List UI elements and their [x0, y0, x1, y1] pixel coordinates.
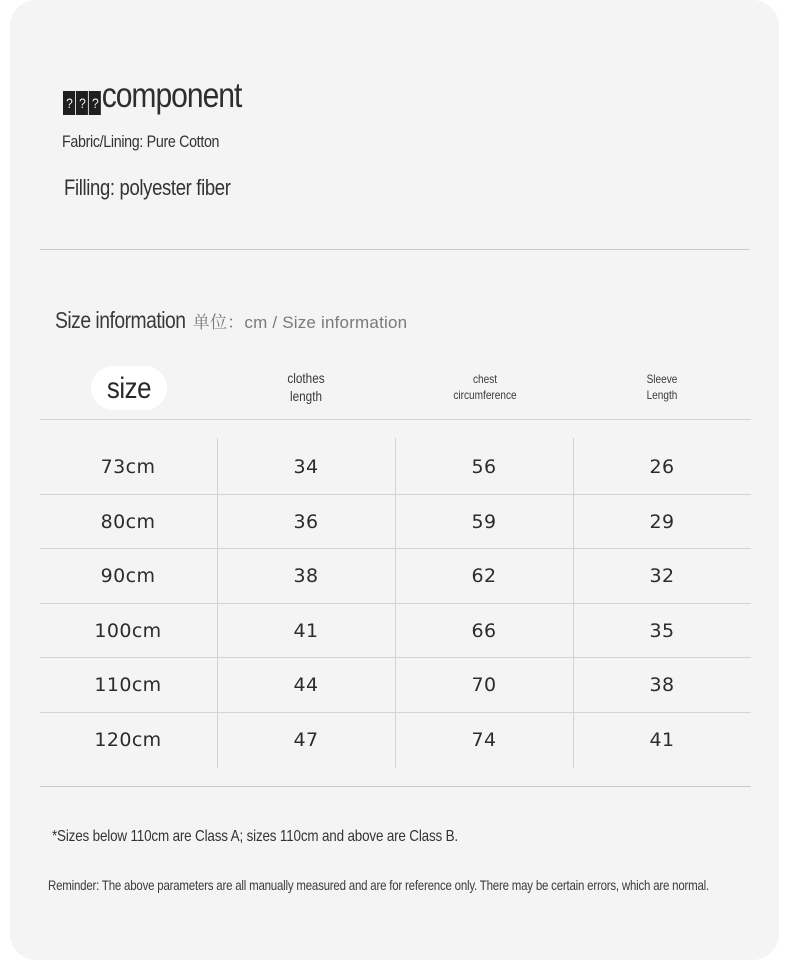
- sleeve-length-header: [587, 371, 737, 403]
- chest-header-line2: circumference: [453, 388, 517, 402]
- section-divider-top: [40, 249, 750, 250]
- fabric-lining-text: Fabric/Lining: Pure Cotton: [62, 132, 220, 151]
- composition-heading-word: component: [101, 76, 242, 115]
- size-cell: 80cm: [100, 511, 156, 533]
- reminder-note: Reminder: The above parameters are all manually measured and are for reference only. There may be certain errors, which are normal.: [48, 877, 710, 893]
- size-cell: 90cm: [100, 565, 156, 587]
- clothes-length-header-line2: length: [289, 388, 323, 404]
- chest-cell: 74: [471, 729, 497, 751]
- missing-glyph-1: ?: [63, 91, 75, 115]
- sleeve-cell: 29: [649, 511, 675, 533]
- size-cell: 120cm: [94, 729, 162, 751]
- clothes-length-cell: 44: [293, 674, 319, 696]
- chest-cell: 66: [471, 620, 497, 642]
- composition-heading: [63, 76, 241, 116]
- chest-cell: 62: [471, 565, 497, 587]
- clothes-length-header-line1: clothes: [287, 370, 325, 386]
- row-divider: [40, 603, 751, 604]
- product-info-card: [10, 0, 779, 960]
- size-cell: 110cm: [94, 674, 162, 696]
- clothes-length-cell: 36: [293, 511, 319, 533]
- chest-cell: 59: [471, 511, 497, 533]
- sleeve-header-line2: Length: [646, 388, 678, 402]
- sleeve-cell: 32: [649, 565, 675, 587]
- sleeve-cell: 38: [649, 674, 675, 696]
- filling-text: Filling: polyester fiber: [64, 175, 231, 200]
- clothes-length-cell: 41: [293, 620, 319, 642]
- size-cell: 100cm: [94, 620, 162, 642]
- missing-glyph-3: ?: [89, 91, 101, 115]
- chest-circumference-header: [410, 371, 560, 403]
- size-column-header: size: [106, 372, 152, 405]
- size-information-unit: 单位：cm / Size information: [192, 313, 408, 332]
- missing-glyph-2: ?: [76, 91, 88, 115]
- clothes-length-header: [231, 369, 381, 405]
- class-note: *Sizes below 110cm are Class A; sizes 110cm and above are Class B.: [52, 828, 459, 845]
- size-information-heading: Size information: [55, 307, 186, 333]
- sleeve-cell: 41: [649, 729, 675, 751]
- sleeve-header-line1: Sleeve: [646, 372, 678, 386]
- sleeve-cell: 35: [649, 620, 675, 642]
- row-divider: [40, 548, 751, 549]
- size-cell: 73cm: [100, 456, 156, 478]
- row-divider: [40, 712, 751, 713]
- row-divider: [40, 657, 751, 658]
- chest-cell: 56: [471, 456, 497, 478]
- clothes-length-cell: 34: [293, 456, 319, 478]
- row-divider: [40, 494, 751, 495]
- chest-cell: 70: [471, 674, 497, 696]
- header-divider: [40, 419, 751, 420]
- size-information-title: [55, 307, 407, 334]
- section-divider-bottom: [40, 786, 751, 787]
- sleeve-cell: 26: [649, 456, 675, 478]
- clothes-length-cell: 47: [293, 729, 319, 751]
- clothes-length-cell: 38: [293, 565, 319, 587]
- chest-header-line1: chest: [472, 372, 498, 386]
